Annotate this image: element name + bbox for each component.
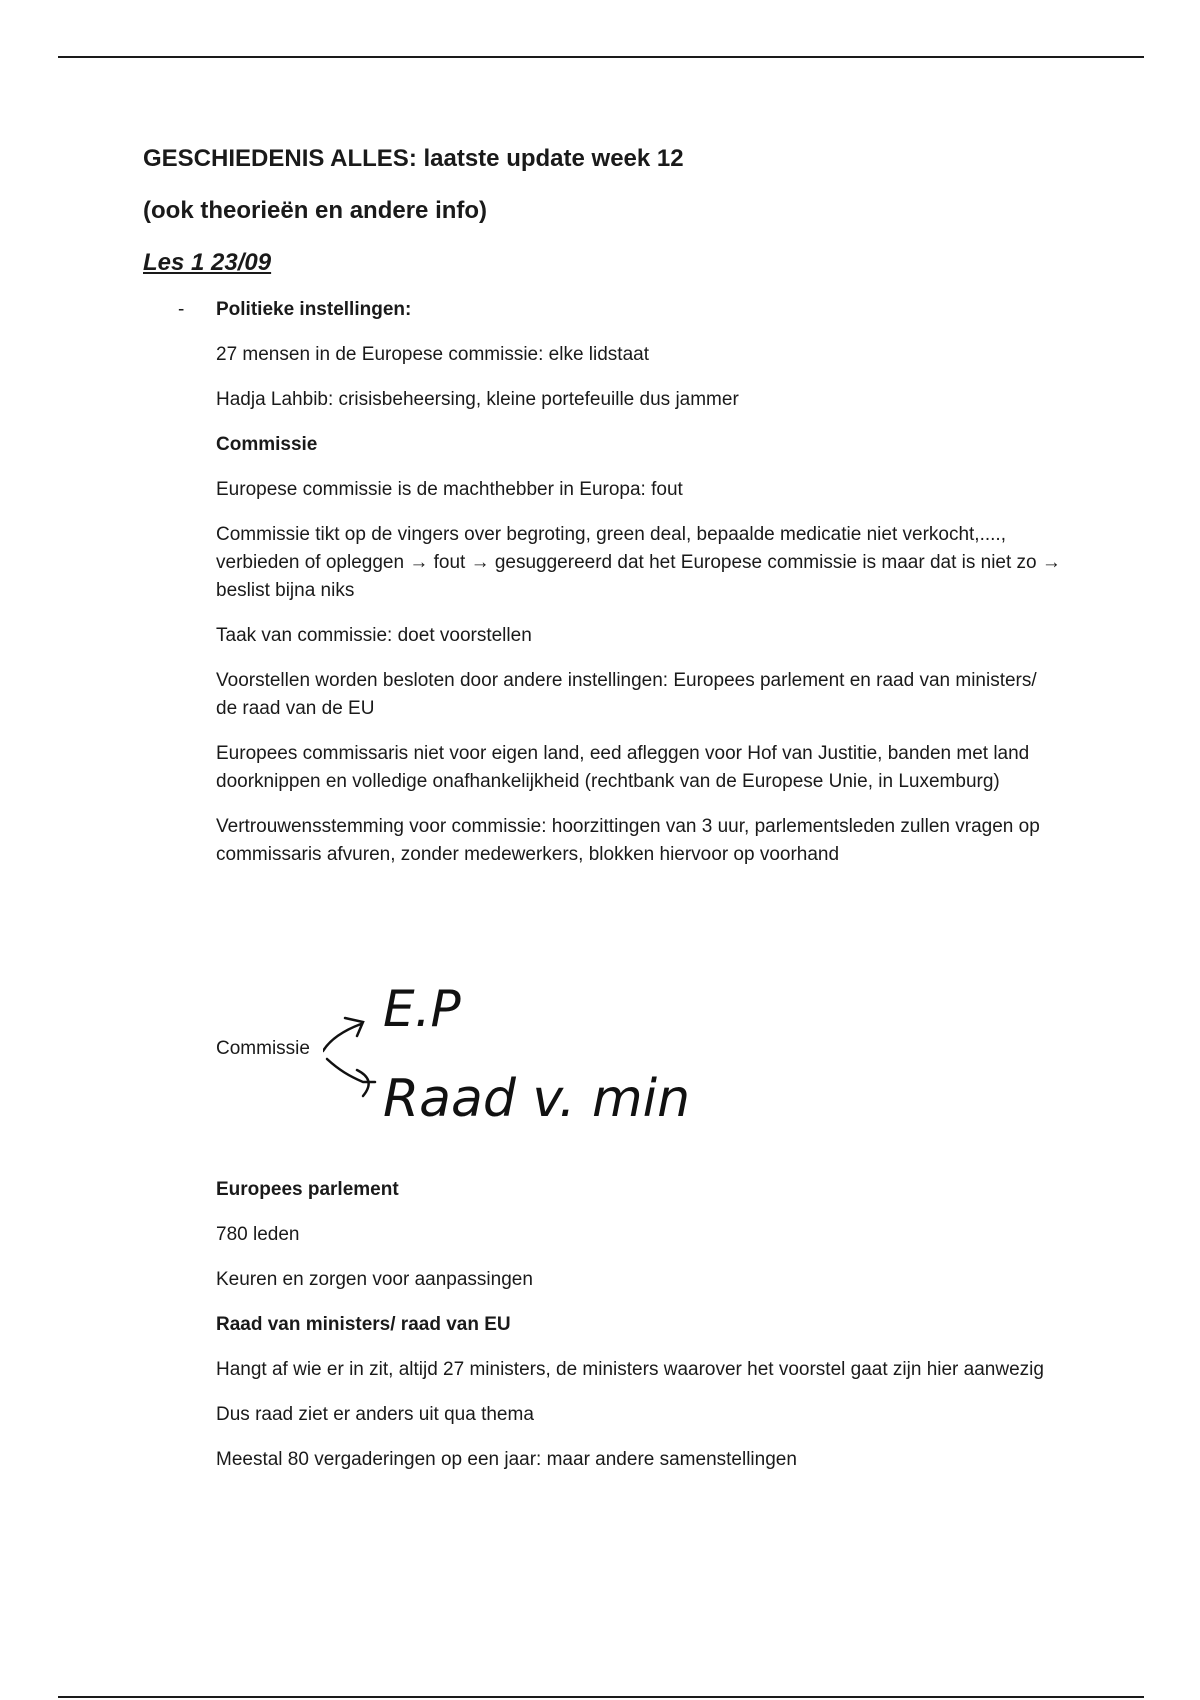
paragraph: Dus raad ziet er anders uit qua thema <box>216 1404 534 1425</box>
bullet-dash: - <box>178 299 185 320</box>
handwritten-ep: E.P <box>383 980 461 1038</box>
paragraph: Vertrouwensstemming voor commissie: hoorzittingen van 3 uur, parlementsleden zullen vragen op commissaris afvuren, zonder medewerkers, blokken hiervoor op voorhand <box>216 816 1040 865</box>
handwritten-diagram <box>143 886 1063 1176</box>
bottom-rule <box>58 1696 1144 1698</box>
section-heading-ep: Europees parlement <box>216 1179 399 1200</box>
paragraph: 780 leden <box>216 1224 300 1245</box>
handwritten-raad: Raad v. min <box>383 1069 691 1129</box>
paragraph: Voorstellen worden besloten door andere instellingen: Europees parlement en raad van ministers/ de raad van de EU <box>216 670 1037 719</box>
page-title: GESCHIEDENIS ALLES: laatste update week 12 <box>143 145 684 172</box>
arrow-down-icon <box>327 1059 375 1096</box>
document-body <box>143 144 1063 1491</box>
paragraph: Hangt af wie er in zit, altijd 27 ministers, de ministers waarover het voorstel gaat zijn hier aanwezig <box>216 1359 1044 1380</box>
bullet-heading: Politieke instellingen: <box>216 299 412 320</box>
paragraph: Keuren en zorgen voor aanpassingen <box>216 1269 533 1290</box>
paragraph: Commissie tikt op de vingers over begroting, green deal, bepaalde medicatie niet verkocht,...., verbieden of opleggen → fout → gesuggereerd dat het Europese commissie is maar dat is niet zo → beslist bijna niks <box>216 524 1061 601</box>
paragraph: 27 mensen in de Europese commissie: elke lidstaat <box>216 344 650 365</box>
paragraph: Europese commissie is de machthebber in Europa: fout <box>216 479 683 500</box>
content-block <box>143 341 1063 869</box>
lesson-heading: Les 1 23/09 <box>143 249 272 276</box>
arrow-up-icon <box>323 1018 363 1051</box>
diagram-label: Commissie <box>216 1038 310 1059</box>
handwritten-sketch <box>323 966 883 1136</box>
page-subtitle: (ook theorieën en andere info) <box>143 197 488 224</box>
paragraph: Europees commissaris niet voor eigen land, eed afleggen voor Hof van Justitie, banden met land doorknippen en volledige onafhankelijkheid (rechtbank van de Europese Unie, in Luxemburg) <box>216 743 1030 792</box>
section-heading-commissie: Commissie <box>216 434 318 455</box>
section-heading-raad: Raad van ministers/ raad van EU <box>216 1314 511 1335</box>
paragraph: Meestal 80 vergaderingen op een jaar: maar andere samenstellingen <box>216 1449 797 1470</box>
paragraph: Hadja Lahbib: crisisbeheersing, kleine portefeuille dus jammer <box>216 389 739 410</box>
paragraph: Taak van commissie: doet voorstellen <box>216 625 532 646</box>
top-rule <box>58 56 1144 58</box>
bullet-item <box>143 296 1063 324</box>
content-block <box>143 1176 1063 1474</box>
